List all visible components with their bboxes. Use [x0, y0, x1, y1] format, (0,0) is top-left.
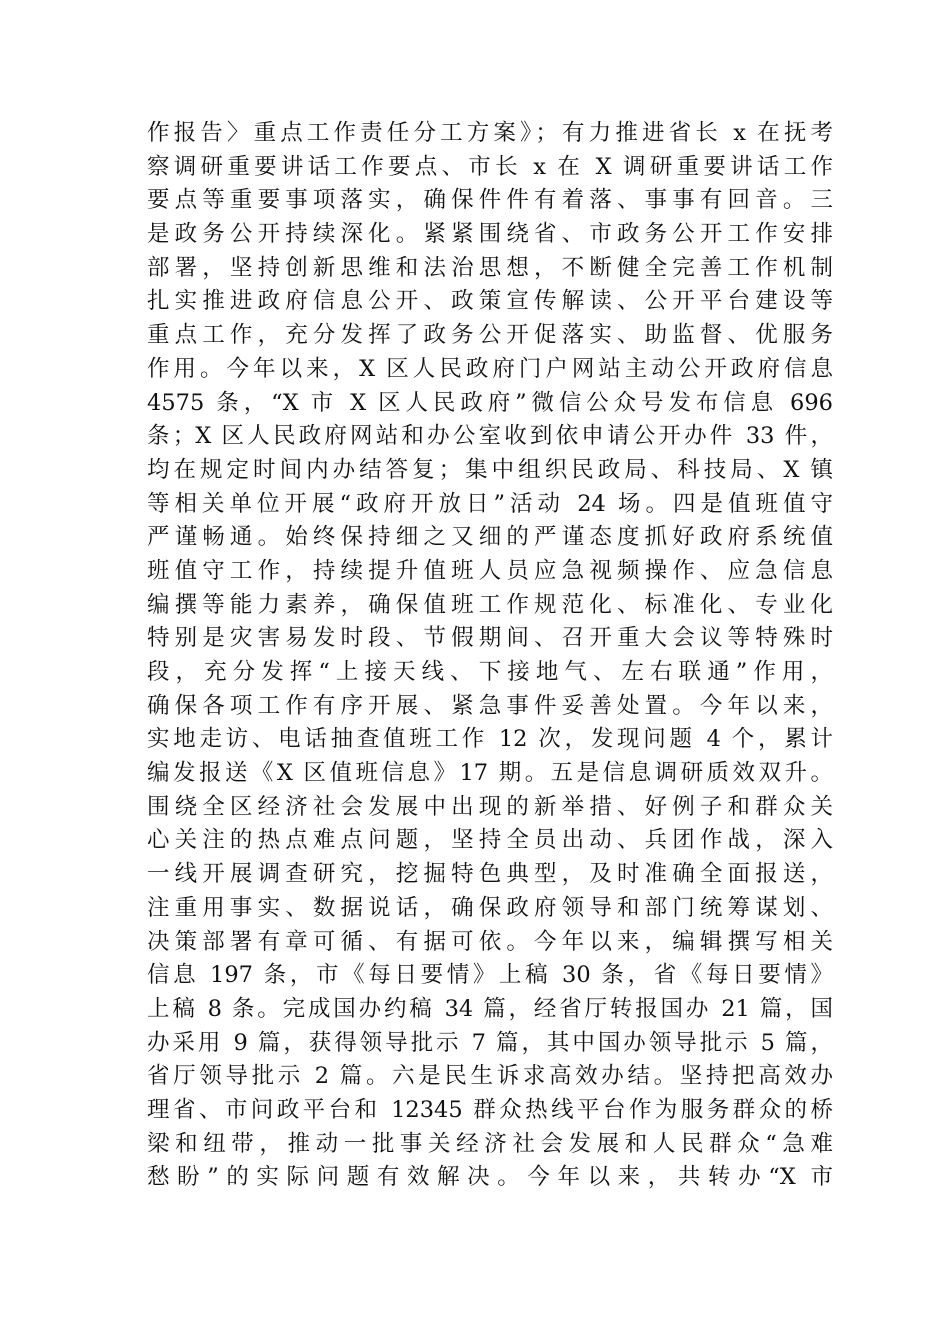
text-line: 等相关单位开展“政府开放日”活动 24 场。四是值班值守	[147, 490, 833, 517]
text-line: 确保各项工作有序开展、紧急事件妥善处置。今年以来，	[147, 692, 833, 719]
text-line: 信息 197 条，市《每日要情》上稿 30 条，省《每日要情》	[147, 962, 833, 989]
text-line: 作用。今年以来，X 区人民政府门户网站主动公开政府信息	[147, 355, 833, 382]
text-line: 察调研重要讲话工作要点、市长 x 在 X 调研重要讲话工作	[147, 153, 833, 180]
text-line: 严谨畅通。始终保持细之又细的严谨态度抓好政府系统值	[147, 524, 833, 551]
text-line: 编发报送《X 区值班信息》17 期。五是信息调研质效双升。	[147, 760, 833, 787]
text-line: 心关注的热点难点问题，坚持全员出动、兵团作战，深入	[147, 827, 833, 854]
text-line: 均在规定时间内办结答复；集中组织民政局、科技局、X 镇	[147, 456, 833, 483]
text-line: 决策部署有章可循、有据可依。今年以来，编辑撰写相关	[147, 928, 833, 955]
text-line: 扎实推进政府信息公开、政策宣传解读、公开平台建设等	[147, 288, 833, 315]
text-line: 省厅领导批示 2 篇。六是民生诉求高效办结。坚持把高效办	[147, 1063, 833, 1090]
text-line: 上稿 8 条。完成国办约稿 34 篇，经省厅转报国办 21 篇，国	[147, 995, 833, 1022]
text-line: 重点工作，充分发挥了政务公开促落实、助监督、优服务	[147, 322, 833, 349]
text-line: 要点等重要事项落实，确保件件有着落、事事有回音。三	[147, 187, 833, 214]
text-line: 段，充分发挥“上接天线、下接地气、左右联通”作用，	[147, 659, 833, 685]
text-line: 部署，坚持创新思维和法治思想，不断健全完善工作机制	[147, 254, 833, 281]
text-line: 愁盼”的实际问题有效解决。今年以来，共转办“X 市	[147, 1164, 833, 1191]
text-line: 实地走访、电话抽查值班工作 12 次，发现问题 4 个，累计	[147, 726, 833, 753]
text-line: 特别是灾害易发时段、节假期间、召开重大会议等特殊时	[147, 625, 833, 652]
text-line: 梁和纽带，推动一批事关经济社会发展和人民群众“急难	[147, 1130, 833, 1157]
text-line: 围绕全区经济社会发展中出现的新举措、好例子和群众关	[147, 793, 833, 820]
text-line: 班值守工作，持续提升值班人员应急视频操作、应急信息	[147, 557, 833, 584]
text-line: 是政务公开持续深化。紧紧围绕省、市政务公开工作安排	[147, 221, 833, 248]
text-line: 理省、市问政平台和 12345 群众热线平台作为服务群众的桥	[147, 1096, 833, 1123]
text-line: 条；X 区人民政府网站和办公室收到依申请公开办件 33 件，	[147, 423, 833, 450]
text-line: 4575 条，“X 市 X 区人民政府”微信公众号发布信息 696	[147, 389, 833, 416]
text-line: 一线开展调查研究，挖掘特色典型，及时准确全面报送，	[147, 861, 833, 888]
body-paragraph	[147, 117, 833, 1195]
text-line: 注重用事实、数据说话，确保政府领导和部门统筹谋划、	[147, 894, 833, 921]
text-line: 编撰等能力素养，确保值班工作规范化、标准化、专业化	[147, 591, 833, 618]
text-line: 作报告〉重点工作责任分工方案》；有力推进省长 x 在抚考	[147, 120, 833, 146]
text-line: 办采用 9 篇，获得领导批示 7 篇，其中国办领导批示 5 篇，	[147, 1029, 833, 1056]
